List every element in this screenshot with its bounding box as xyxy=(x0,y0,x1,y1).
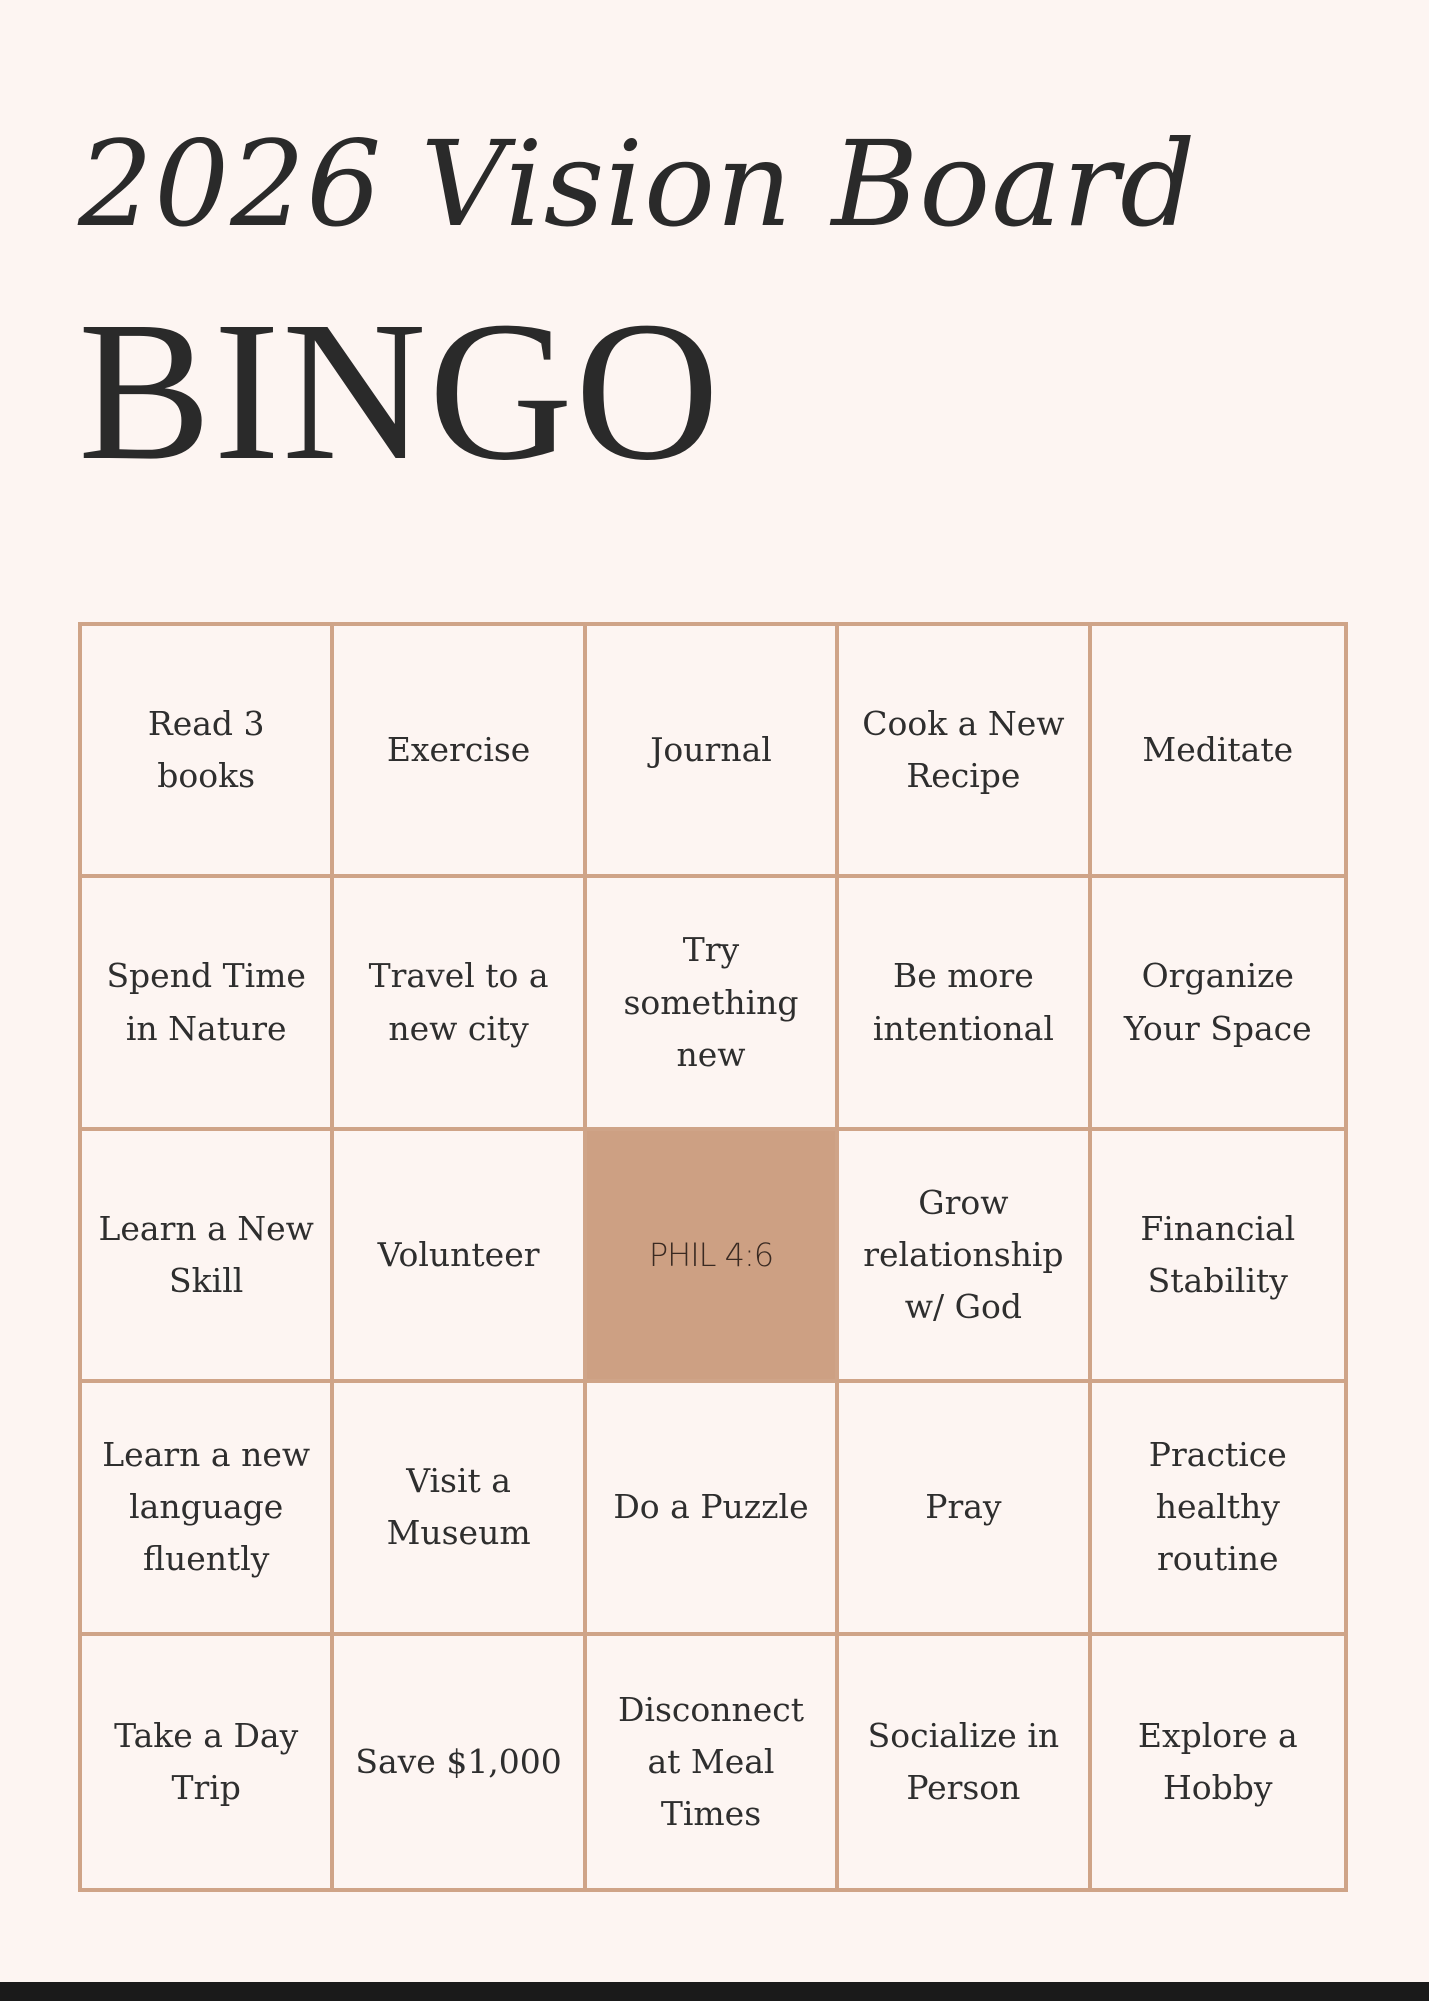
bingo-heading: BINGO xyxy=(78,281,722,502)
bingo-cell: Journal xyxy=(587,626,839,878)
bingo-cell: Try something new xyxy=(587,878,839,1130)
bingo-cell: Socialize in Person xyxy=(839,1636,1091,1888)
bingo-cell: Explore a Hobby xyxy=(1137,1715,1298,1807)
bingo-cell: Save $1,000 xyxy=(334,1636,586,1888)
bingo-cell: Do a Puzzle xyxy=(587,1383,839,1635)
bingo-cell: Volunteer xyxy=(334,1131,586,1383)
bingo-cell: Take a Day Trip xyxy=(82,1636,334,1888)
bingo-cell: Learn a new language fluently xyxy=(82,1383,334,1635)
bingo-cell: Grow relationship w/ God xyxy=(839,1131,1091,1383)
bingo-cell: Financial Stability xyxy=(1092,1131,1344,1383)
bingo-cell: Pray xyxy=(839,1383,1091,1635)
bingo-cell: Organize Your Space xyxy=(1092,878,1344,1130)
bingo-cell: Exercise xyxy=(334,626,586,878)
bingo-cell: Meditate xyxy=(1092,626,1344,878)
bingo-grid xyxy=(78,622,1348,1892)
bottom-edge-bar xyxy=(0,1982,1429,2001)
bingo-cell: Learn a New Skill xyxy=(82,1131,334,1383)
bingo-cell: Visit a Museum xyxy=(334,1383,586,1635)
bingo-free-cell: PHIL 4:6 xyxy=(587,1131,839,1383)
bingo-cell: Travel to a new city xyxy=(334,878,586,1130)
bingo-cell: Disconnect at Meal Times xyxy=(587,1636,839,1888)
bingo-cell: Spend Time in Nature xyxy=(82,878,334,1130)
bingo-cell: Read 3 books xyxy=(82,626,334,878)
bingo-cell: Cook a New Recipe xyxy=(839,626,1091,878)
page-title: 2026 Vision Board xyxy=(78,115,1197,253)
bingo-cell: Practice healthy routine xyxy=(1092,1383,1344,1635)
bingo-cell: Be more intentional xyxy=(839,878,1091,1130)
